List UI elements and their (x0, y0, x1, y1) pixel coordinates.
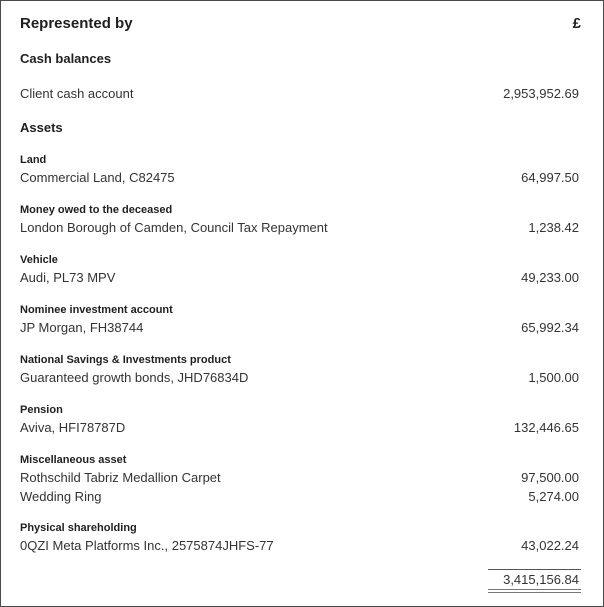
asset-value: 5,274.00 (528, 489, 579, 504)
asset-label: Aviva, HFI78787D (20, 420, 126, 435)
client-cash-account-label: Client cash account (20, 86, 134, 101)
currency-symbol: £ (572, 15, 581, 32)
total-double-rule (488, 592, 581, 593)
group-heading-money-owed: Money owed to the deceased (20, 204, 173, 216)
asset-label: Guaranteed growth bonds, JHD76834D (20, 370, 249, 385)
asset-value: 97,500.00 (521, 470, 579, 485)
group-heading-nominee: Nominee investment account (20, 304, 173, 316)
group-heading-vehicle: Vehicle (20, 254, 58, 266)
asset-label: Rothschild Tabriz Medallion Carpet (20, 470, 221, 485)
asset-label: 0QZI Meta Platforms Inc., 2575874JHFS-77 (20, 538, 274, 553)
asset-value: 1,500.00 (528, 370, 579, 385)
asset-label: JP Morgan, FH38744 (20, 320, 144, 335)
group-heading-nsi: National Savings & Investments product (20, 354, 231, 366)
total-top-rule (488, 569, 581, 570)
asset-value: 64,997.50 (521, 170, 579, 185)
assets-heading: Assets (20, 120, 63, 135)
asset-value: 65,992.34 (521, 320, 579, 335)
group-heading-misc: Miscellaneous asset (20, 454, 127, 466)
asset-label: Audi, PL73 MPV (20, 270, 116, 285)
group-heading-shareholding: Physical shareholding (20, 522, 137, 534)
asset-label: London Borough of Camden, Council Tax Repayment (20, 220, 328, 235)
total-double-rule (488, 589, 581, 590)
group-heading-pension: Pension (20, 404, 63, 416)
cash-balances-heading: Cash balances (20, 51, 112, 66)
asset-value: 49,233.00 (521, 270, 579, 285)
asset-value: 43,022.24 (521, 538, 579, 553)
asset-value: 1,238.42 (528, 220, 579, 235)
asset-value: 132,446.65 (513, 420, 579, 435)
total-value: 3,415,156.84 (503, 572, 579, 587)
section-title: Represented by (20, 15, 133, 32)
asset-label: Wedding Ring (20, 489, 102, 504)
client-cash-account-value: 2,953,952.69 (503, 86, 579, 101)
group-heading-land: Land (20, 154, 47, 166)
asset-label: Commercial Land, C82475 (20, 170, 175, 185)
